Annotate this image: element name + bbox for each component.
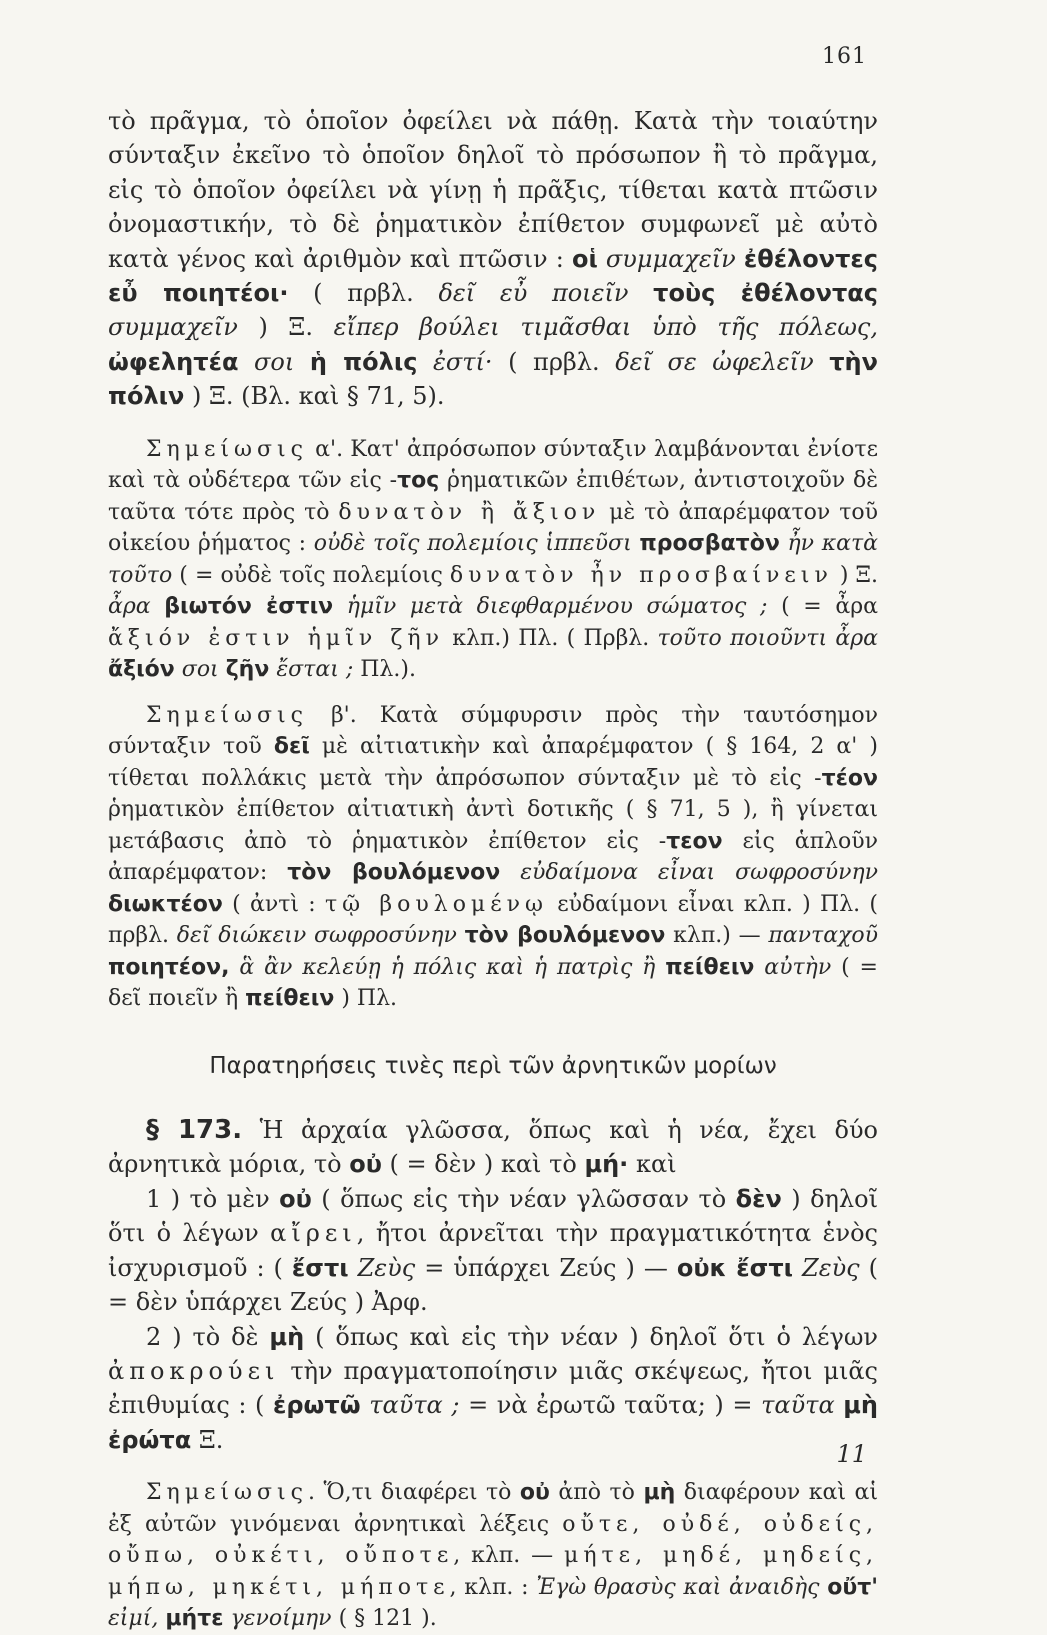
- bold-term: τὴν πόλιν: [108, 347, 878, 411]
- bold-term: πείθειν: [665, 954, 755, 980]
- text-run: ( = ἆρα: [781, 594, 878, 620]
- italic-example: Ζεὺς: [357, 1253, 416, 1282]
- bold-term: οἱ: [571, 244, 598, 273]
- text-run: ( ὅπως εἰς τὴν νέαν γλῶσσαν τὸ: [311, 1184, 727, 1213]
- text-run: τὸ πρᾶγμα, τὸ ὁποῖον ὀφείλει νὰ πάθῃ. Κατὰ τὴν τοιαύτην σύνταξιν ἐκεῖνο τὸ ὁποῖον δηλοῖ τὸ πρόσωπον ἢ τὸ πρᾶγμα, εἰς τὸ ὁποῖον ὀφείλει νὰ γίνῃ ἡ πρᾶξις, τίθεται κατὰ πτῶσιν ὀνομαστικήν, τὸ δὲ ῥηματικὸν ἐπίθετον συμφωνεῖ μὲ αὐτὸ κατὰ γένος καὶ ἀριθμὸν καὶ πτῶσιν :: [108, 107, 878, 273]
- text-run: ) Ξ.: [839, 562, 879, 588]
- italic-example: οὐδὲ τοῖς πολεμίοις ἱππεῦσι: [313, 531, 632, 557]
- italic-example: ταῦτα ;: [369, 1391, 460, 1420]
- text-run: ( = δεῖ ποιεῖν ἢ: [108, 954, 878, 1012]
- text-run: Ἡ ἀρχαία γλῶσσα, ὅπως καὶ ἡ νέα, ἔχει δύο ἀρνητικὰ μόρια, τὸ: [108, 1116, 878, 1179]
- bold-term: οὐ: [349, 1150, 382, 1179]
- text-run: ) Πλ.: [341, 986, 398, 1012]
- bold-term: τὸν βουλόμενον: [287, 860, 501, 886]
- bold-term: οὐ: [279, 1184, 312, 1213]
- text-run: α'. Κατ' ἀπρόσωπον σύνταξιν λαμβάνονται ἐνίοτε καὶ τὰ οὐδέτερα τῶν εἰς -: [108, 436, 878, 494]
- spaced-term: τῷ βουλομένῳ: [325, 891, 548, 917]
- spaced-term: ἄξιόν ἐστιν ἡμῖν ζῆν: [108, 625, 444, 651]
- italic-example: συμμαχεῖν: [605, 244, 736, 273]
- italic-example: ταῦτα: [761, 1391, 835, 1420]
- italic-example: σοι: [254, 347, 295, 376]
- bold-term: οὔτ': [827, 1574, 879, 1600]
- text-run: = ὑπάρχει Ζεύς ) —: [424, 1253, 668, 1282]
- bold-term: πείθειν: [245, 986, 335, 1012]
- italic-example: εὐδαίμονα εἶναι σωφροσύνην: [520, 860, 878, 886]
- spaced-term: αἴρει: [270, 1219, 357, 1248]
- bold-term: δεῖ: [273, 734, 310, 760]
- text-run: . Ὅ,τι διαφέρει τὸ: [307, 1480, 512, 1506]
- italic-example: εἴπερ βούλει τιμᾶσθαι ὑπὸ τῆς πόλεως,: [333, 313, 878, 342]
- page-number: 161: [822, 44, 867, 69]
- bold-term: τοὺς ἐθέλοντας: [653, 279, 879, 308]
- item-two: [108, 1320, 878, 1458]
- signature-mark: 11: [836, 1440, 867, 1468]
- text-run: ( ἀντὶ :: [232, 891, 316, 917]
- italic-example: πανταχοῦ: [768, 923, 878, 949]
- text-run: μὲ τὸ ἀπαρέμφατον τοῦ οἰκείου ῥήματος :: [108, 499, 878, 557]
- bold-term: μήτε: [165, 1606, 224, 1632]
- bold-term: τεον: [666, 828, 723, 854]
- text-run: ( = δὲν ὑπάρχει Ζεύς ) Ἀρφ.: [108, 1253, 878, 1317]
- bold-term: ζῆν: [225, 657, 270, 683]
- text-run: ( = οὐδὲ τοῖς πολεμίοις: [179, 562, 443, 588]
- bold-term: τὸν βουλόμενον: [464, 923, 666, 949]
- italic-example: ἐστί·: [432, 347, 493, 376]
- spaced-term: μήτε, μηδέ, μηδείς, μήπω, μηκέτι, μήποτε: [108, 1543, 879, 1600]
- bold-term: τέον: [821, 765, 878, 791]
- note-label: Σημείωσις: [146, 702, 308, 728]
- italic-example: ἆρα: [108, 594, 151, 620]
- bold-term: διωκτέον: [108, 891, 223, 917]
- text-run: ῥηματικῶν ἐπιθέτων, ἀντιστοιχοῦν δὲ ταῦτα τότε πρὸς τὸ: [108, 468, 878, 525]
- bold-term: ἔστι: [291, 1253, 349, 1282]
- bold-term: μὴ: [643, 1480, 676, 1506]
- spaced-term: δυνατὸν ἢ ἄξιον: [338, 499, 601, 525]
- bold-term: ἡ πόλις: [309, 347, 418, 376]
- text-run: ἀπὸ τὸ: [549, 1480, 635, 1506]
- bold-term: μή·: [584, 1150, 629, 1179]
- text-run: ( πρβλ.: [508, 347, 600, 376]
- section-number: § 173.: [146, 1115, 243, 1146]
- page-body: [108, 104, 878, 1635]
- bold-term: ὠφελητέα: [108, 347, 239, 376]
- text-run: ( § 121 ).: [338, 1606, 437, 1632]
- italic-example: σοι: [181, 657, 219, 683]
- bold-term: οὐ: [519, 1480, 550, 1506]
- bold-term: δὲν: [735, 1184, 782, 1213]
- text-run: κλπ.) Πλ. ( Πρβλ.: [452, 625, 650, 651]
- italic-example: ἃ ἂν κελεύῃ ἡ πόλις καὶ ἡ πατρὶς ἢ: [239, 954, 656, 980]
- text-run: ( ὅπως καὶ εἰς τὴν νέαν ) δηλοῖ ὅτι ὁ λέγων: [304, 1322, 878, 1351]
- note-alpha: [108, 434, 878, 686]
- italic-example: ἡμῖν μετὰ διεφθαρμένου σώματος ;: [346, 594, 768, 620]
- italic-example: δεῖ σε ὠφελεῖν: [615, 347, 814, 376]
- text-run: ) Ξ.: [258, 313, 313, 342]
- text-run: τὴν πραγματοποίησιν μιᾶς σκέψεως, ἤτοι μιᾶς ἐπιθυμίας : (: [108, 1356, 878, 1420]
- italic-example: τοῦτο ποιοῦντι ἆρα: [657, 625, 878, 651]
- bold-term: ἄξιόν: [108, 657, 175, 683]
- text-run: ) δηλοῖ ὅτι ὁ λέγων: [108, 1184, 878, 1248]
- text-run: Πλ.).: [360, 657, 416, 683]
- italic-example: ἔσται ;: [276, 657, 354, 683]
- bold-term: ποιητέον,: [108, 954, 230, 980]
- text-run: 2 ) τὸ δὲ: [146, 1322, 259, 1351]
- bold-term: προσβατὸν: [639, 531, 780, 557]
- bold-term: ἐρωτῶ: [273, 1391, 361, 1420]
- text-run: ῥηματικὸν ἐπίθετον αἰτιατικὴ ἀντὶ δοτικῆς ( § 71, 5 ), ἢ γίνεται μετάβασις ἀπὸ τὸ ῥηματικὸν ἐπίθετον εἰς -: [108, 797, 878, 854]
- text-run: , ἤτοι ἀρνεῖται τὴν πραγματικότητα ἑνὸς ἰσχυρισμοῦ : (: [108, 1219, 878, 1282]
- italic-example: εἰμί,: [108, 1606, 159, 1632]
- spaced-term: δυνατὸν ἦν προσβαίνειν: [449, 562, 833, 588]
- bold-term: βιωτόν ἐστιν: [164, 594, 334, 620]
- text-run: μὲ αἰτιατικὴν καὶ ἀπαρέμφατον ( § 164, 2 α' ) τίθεται πολλάκις μετὰ τὴν ἀπρόσωπον σύνταξιν μὲ τὸ εἰς -: [108, 734, 878, 791]
- bold-term: τος: [397, 468, 440, 494]
- text-run: , κλπ. :: [449, 1574, 529, 1600]
- text-run: ( = δὲν ) καὶ τὸ: [381, 1150, 577, 1179]
- italic-example: ἦν κατὰ τοῦτο: [108, 531, 879, 588]
- text-run: ) Ξ. (Βλ. καὶ § 71, 5).: [192, 382, 445, 411]
- text-run: εὐδαίμονι εἶναι κλπ. ) Πλ. ( πρβλ.: [108, 891, 879, 949]
- section-heading: Παρατηρήσεις τινὲς περὶ τῶν ἀρνητικῶν μορίων: [209, 1052, 777, 1079]
- text-run: καὶ: [628, 1150, 677, 1179]
- text-run: = νὰ ἐρωτῶ ταῦτα; ) =: [468, 1391, 753, 1420]
- spaced-term: ἀποκρούει: [108, 1356, 280, 1385]
- text-run: κλπ.) —: [673, 923, 761, 949]
- text-run: 1 ) τὸ μὲν: [146, 1184, 270, 1213]
- italic-example: συμμαχεῖν: [108, 313, 238, 342]
- item-one: [108, 1182, 878, 1320]
- text-run: Ξ.: [198, 1425, 224, 1454]
- section-173: [108, 1113, 878, 1182]
- text-run: εἰς ἁπλοῦν ἀπαρέμφατον:: [108, 828, 878, 886]
- italic-example: Ἐγὼ θρασὺς καὶ ἀναιδὴς: [536, 1574, 820, 1600]
- paragraph-personal-construction: [108, 104, 878, 414]
- spaced-term: οὔτε, οὐδέ, οὐδείς, οὔπω, οὐκέτι, οὔποτε: [108, 1511, 879, 1569]
- italic-example: γενοίμην: [230, 1606, 332, 1632]
- bold-term: οὐκ ἔστι: [676, 1253, 794, 1282]
- bold-term: μὴ: [269, 1322, 305, 1351]
- note-beta: [108, 700, 878, 1015]
- text-run: β'. Κατὰ σύμφυρσιν πρὸς τὴν ταυτόσημον σύνταξιν τοῦ: [108, 702, 878, 760]
- text-run: διαφέρουν καὶ αἱ ἐξ αὐτῶν γινόμεναι ἀρνητικαὶ λέξεις: [108, 1480, 879, 1537]
- italic-example: αὐτὴν: [764, 954, 832, 980]
- italic-example: δεῖ διώκειν σωφροσύνην: [176, 923, 457, 949]
- bold-term: μὴ ἐρώτα: [108, 1391, 879, 1454]
- text-run: ( πρβλ.: [313, 279, 414, 308]
- note-label: Σημείωσις: [146, 1480, 308, 1506]
- italic-example: δεῖ εὖ ποιεῖν: [438, 279, 629, 308]
- note-negatives: [108, 1477, 878, 1635]
- note-label: Σημείωσις: [146, 436, 308, 462]
- text-run: , κλπ. —: [453, 1543, 554, 1569]
- italic-example: Ζεὺς: [802, 1253, 860, 1282]
- bold-term: ἐθέλοντες εὖ ποιητέοι·: [108, 244, 878, 308]
